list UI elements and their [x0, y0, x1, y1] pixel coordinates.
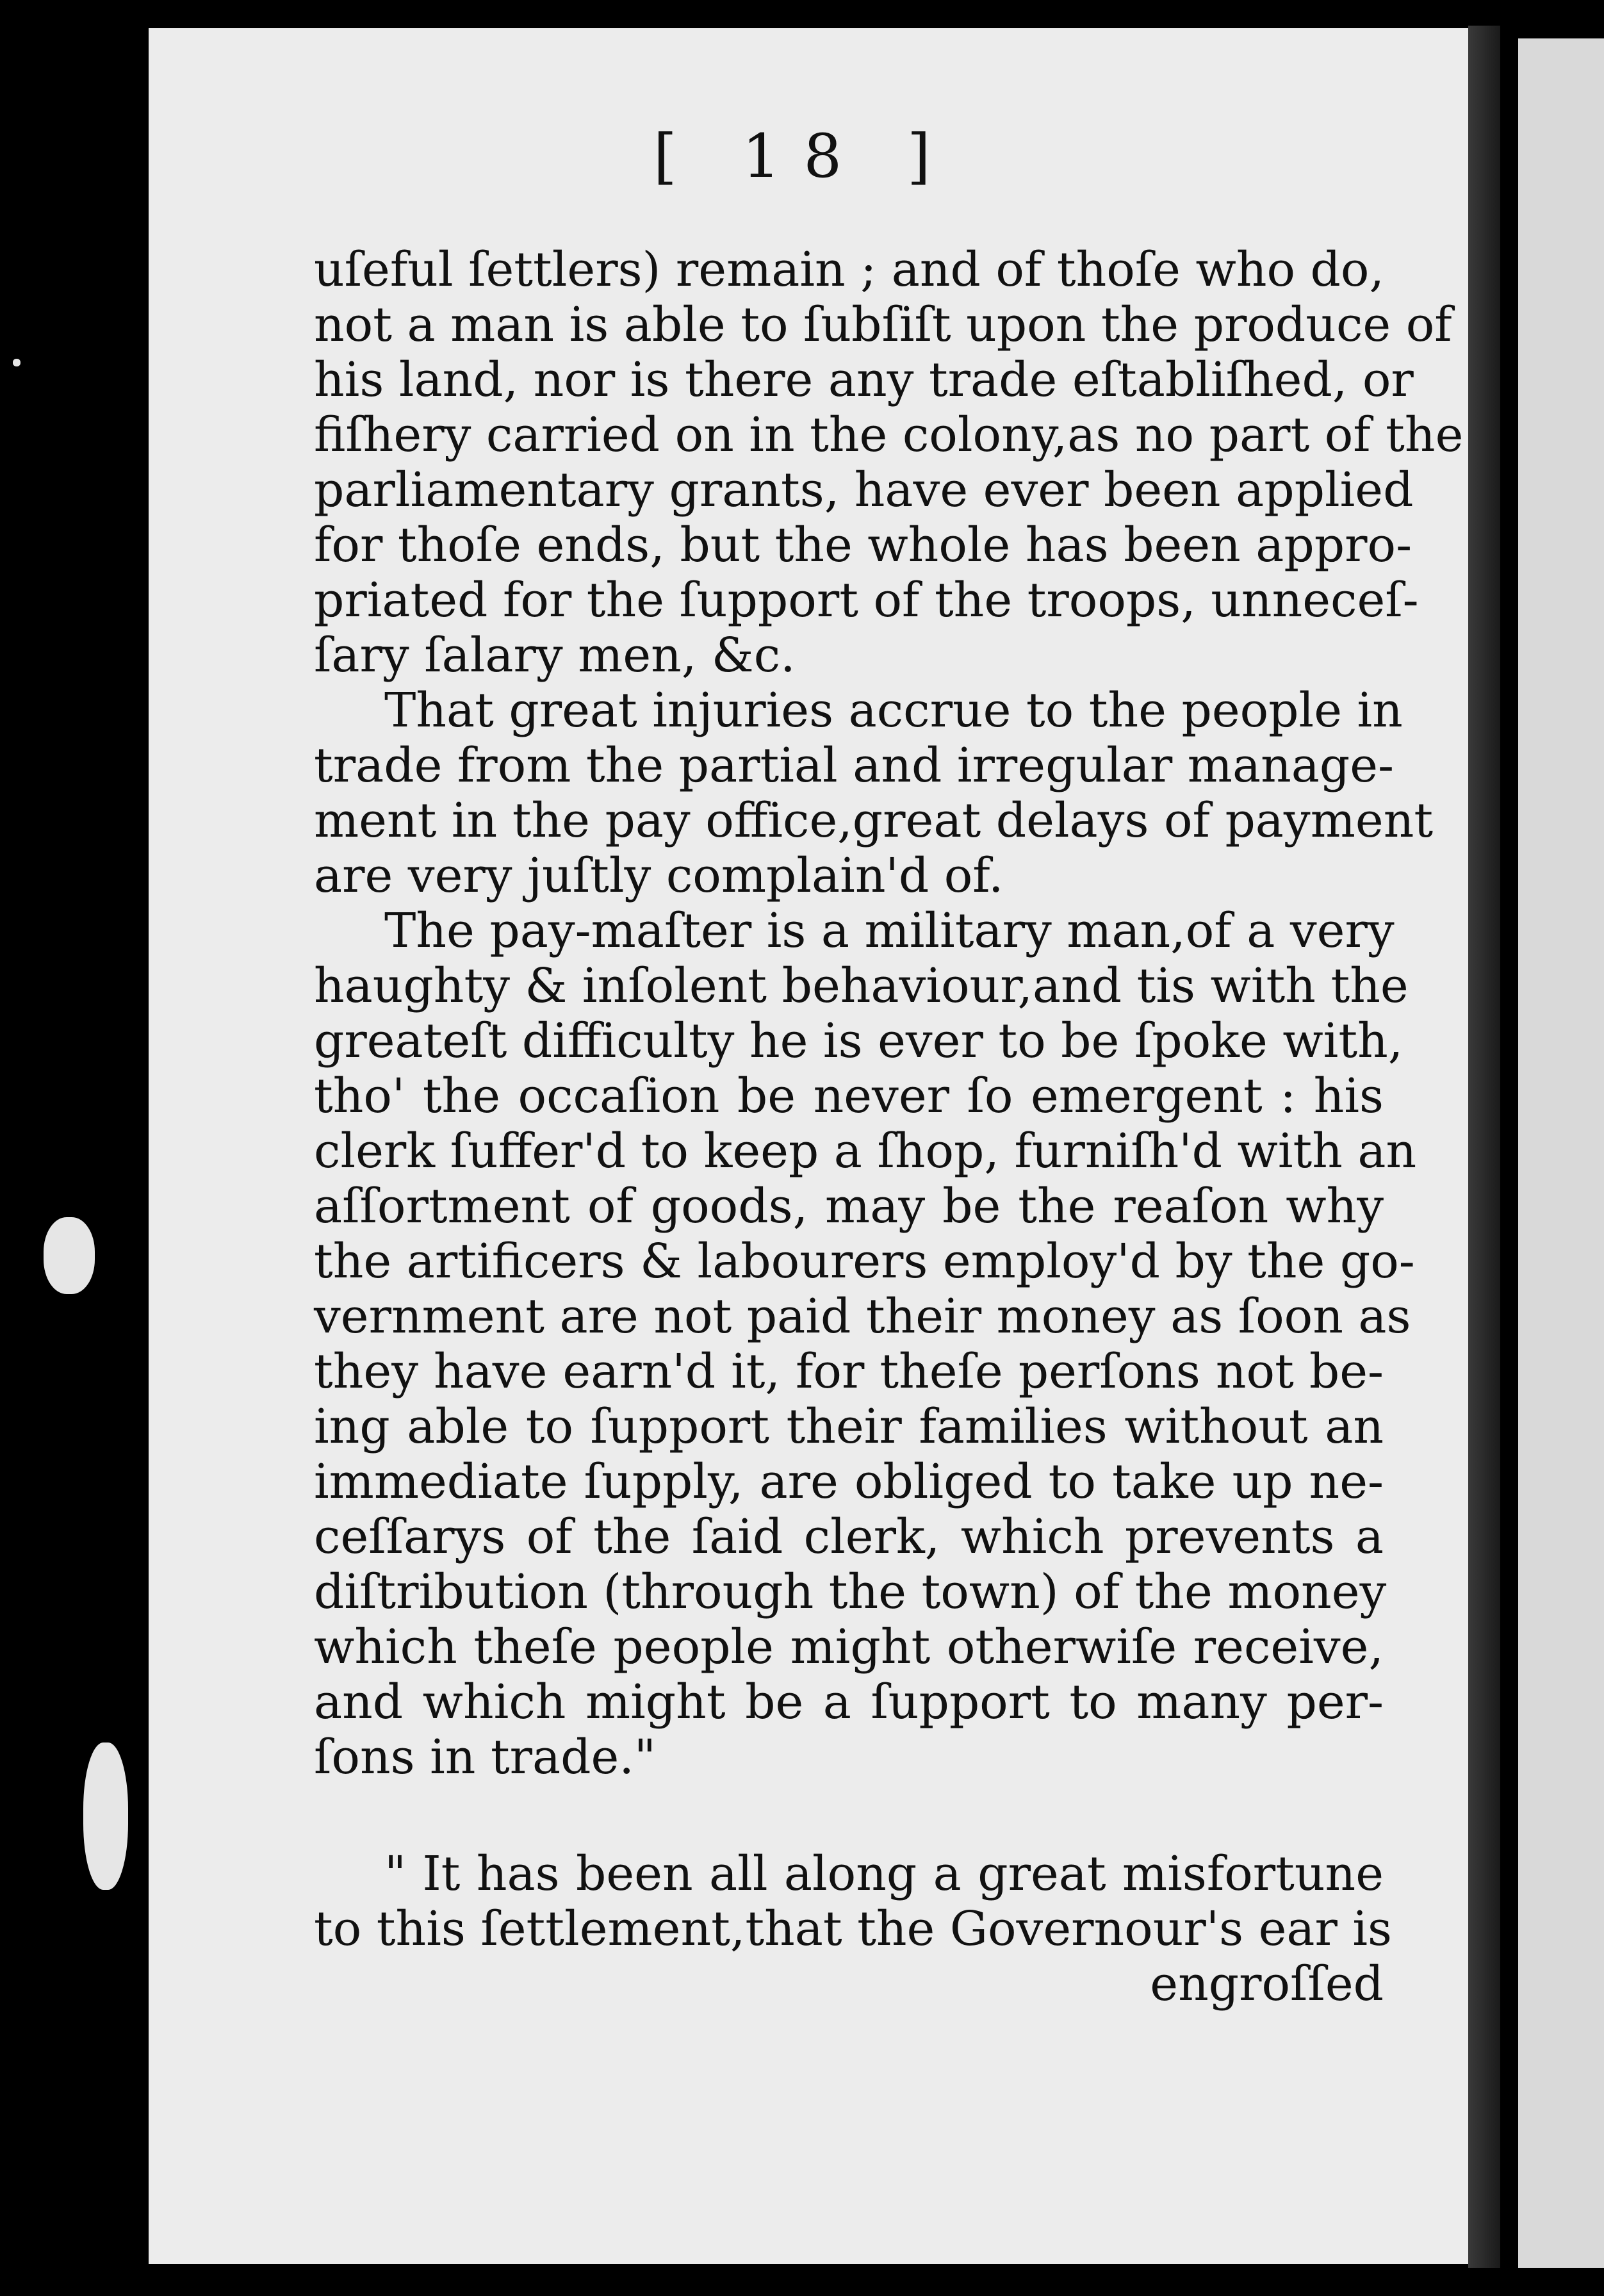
- text-line: ceſſarys of the ſaid clerk, which prevents a: [314, 1509, 1384, 1564]
- text-line: The pay-maſter is a military man,of a very: [384, 903, 1395, 958]
- paragraph-gap: [314, 1785, 1384, 1846]
- text-line: That great injuries accrue to the people in: [384, 683, 1403, 738]
- text-line: trade from the partial and irregular manage-: [314, 738, 1395, 793]
- text-line: his land, nor is there any trade eſtabliſhed, or: [314, 352, 1414, 407]
- text-line: greateſt difficulty he is ever to be ſpoke with,: [314, 1013, 1404, 1069]
- text-line: haughty & inſolent behaviour,and tis with the: [314, 958, 1409, 1013]
- text-line: to this ſettlement,that the Governour's ear is: [314, 1901, 1393, 1956]
- text-line: ſons in trade.": [314, 1730, 656, 1785]
- text-line: aſſortment of goods, may be the reaſon why: [314, 1179, 1384, 1234]
- text-line: vernment are not paid their money as ſoon as: [314, 1289, 1411, 1344]
- catchword: engroſſed: [1150, 1956, 1384, 2012]
- page-number: [ 18 ]: [653, 122, 954, 192]
- text-line: ment in the pay office,great delays of payment: [314, 793, 1434, 848]
- paper-blemish: [44, 1217, 95, 1294]
- text-line: ing able to ſupport their families without an: [314, 1399, 1384, 1454]
- body-text: [314, 242, 1464, 2012]
- text-line: they have earn'd it, for theſe perſons not be-: [314, 1344, 1384, 1399]
- text-line: clerk ſuffer'd to keep a ſhop, furniſh'd with an: [314, 1124, 1417, 1179]
- text-line: parliamentary grants, have ever been applied: [314, 463, 1414, 518]
- text-line: not a man is able to ſubſiſt upon the produce of: [314, 297, 1452, 352]
- text-line: the artificers & labourers employ'd by the go-: [314, 1234, 1415, 1289]
- text-line: tho' the occaſion be never ſo emergent : his: [314, 1069, 1384, 1124]
- text-line: immediate ſupply, are obliged to take up ne-: [314, 1454, 1384, 1509]
- text-line: diſtribution (through the town) of the money: [314, 1564, 1387, 1620]
- paper-blemish: [83, 1742, 128, 1890]
- text-line: priated for the ſupport of the troops, unneceſ-: [314, 573, 1419, 628]
- text-line: fiſhery carried on in the colony,as no part of the: [314, 407, 1464, 463]
- text-line: and which might be a ſupport to many per-: [314, 1675, 1384, 1730]
- text-line: ſary ſalary men, &c.: [314, 628, 796, 683]
- text-line: are very juſtly complain'd of.: [314, 848, 1004, 903]
- text-line: for thoſe ends, but the whole has been appro-: [314, 518, 1412, 573]
- adjacent-page-edge: [1518, 38, 1604, 2268]
- text-line: " It has been all along a great misfortune: [384, 1846, 1384, 1901]
- text-line: which theſe people might otherwiſe receive,: [314, 1620, 1384, 1675]
- paper-blemish: [13, 359, 20, 366]
- text-line: uſeful ſettlers) remain ; and of thoſe who do,: [314, 242, 1384, 297]
- page-gutter-shadow: [1468, 26, 1500, 2268]
